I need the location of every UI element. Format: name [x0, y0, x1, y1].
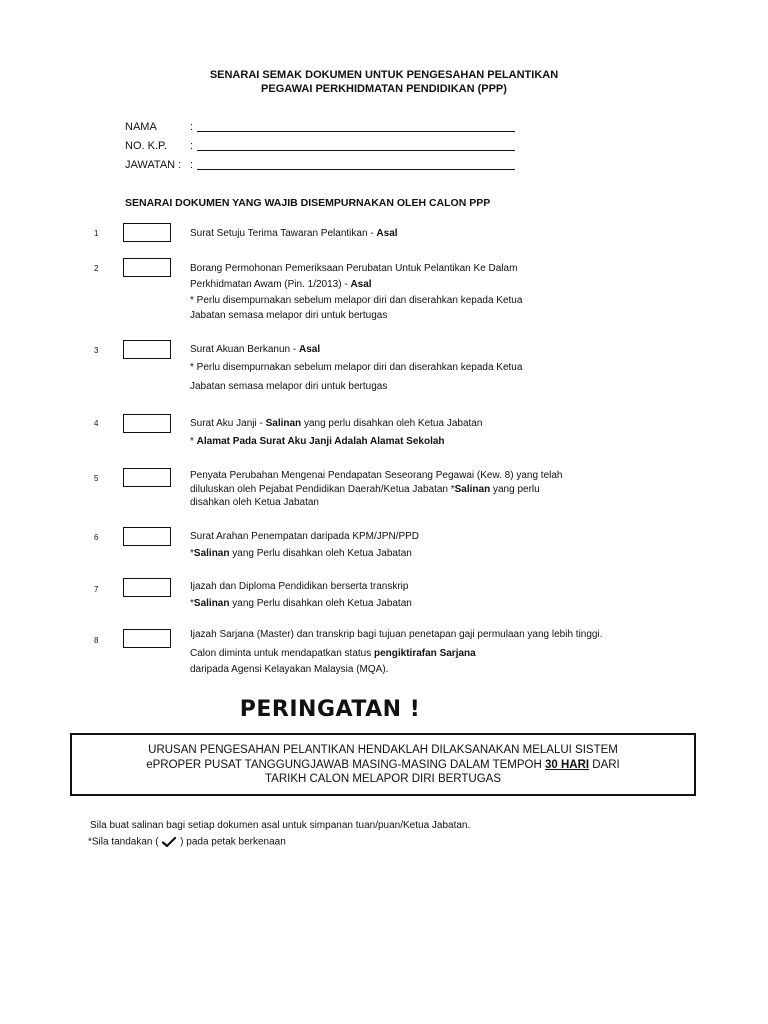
footer-note-tick: *Sila tandakan ( ) pada petak berkenaan: [88, 836, 286, 848]
item-number: 3: [94, 346, 99, 355]
item-number: 8: [94, 636, 99, 645]
item-number: 7: [94, 585, 99, 594]
field-line-nama[interactable]: [197, 131, 515, 132]
item-3-line-3: Jabatan semasa melapor diri untuk bertugas: [190, 381, 388, 392]
field-label-nokp: NO. K.P.: [125, 140, 167, 152]
field-line-jawatan[interactable]: [197, 169, 515, 170]
item-number: 5: [94, 474, 99, 483]
item-checkbox-3[interactable]: [123, 340, 171, 359]
item-number: 6: [94, 533, 99, 542]
item-3-line-2: * Perlu disempurnakan sebelum melapor diri dan diserahkan kepada Ketua: [190, 362, 523, 373]
item-5-line-3: disahkan oleh Ketua Jabatan: [190, 497, 319, 508]
item-7-line-1: Ijazah dan Diploma Pendidikan berserta transkrip: [190, 581, 409, 592]
field-line-nokp[interactable]: [197, 150, 515, 151]
item-3-line-1: Surat Akuan Berkanun - Asal: [190, 344, 321, 355]
document-title-line1: SENARAI SEMAK DOKUMEN UNTUK PENGESAHAN PELANTIKAN: [209, 69, 559, 81]
item-5-line-2: diluluskan oleh Pejabat Pendidikan Daerah/Ketua Jabatan *Salinan yang perlu: [190, 484, 540, 495]
item-7-line-2: *Salinan yang Perlu disahkan oleh Ketua Jabatan: [190, 598, 412, 609]
section-heading: SENARAI DOKUMEN YANG WAJIB DISEMPURNAKAN OLEH CALON PPP: [125, 197, 491, 209]
field-label-nama: NAMA: [125, 121, 157, 133]
item-checkbox-8[interactable]: [123, 629, 171, 648]
item-8-line-2: Calon diminta untuk mendapatkan status pengiktirafan Sarjana: [190, 648, 476, 659]
item-6-line-2: *Salinan yang Perlu disahkan oleh Ketua Jabatan: [190, 548, 412, 559]
item-2-line-1: Borang Permohonan Pemeriksaan Perubatan Untuk Pelantikan Ke Dalam: [190, 263, 518, 274]
item-4-line-1: Surat Aku Janji - Salinan yang perlu disahkan oleh Ketua Jabatan: [190, 418, 483, 429]
item-checkbox-2[interactable]: [123, 258, 171, 277]
warning-deadline: 30 HARI: [544, 759, 590, 771]
item-checkbox-1[interactable]: [123, 223, 171, 242]
footer-note-copy: Sila buat salinan bagi setiap dokumen asal untuk simpanan tuan/puan/Ketua Jabatan.: [90, 820, 471, 831]
item-checkbox-7[interactable]: [123, 578, 171, 597]
item-1-line-1: Surat Setuju Terima Tawaran Pelantikan - Asal: [190, 228, 398, 239]
field-colon-nokp: :: [190, 140, 194, 152]
item-checkbox-4[interactable]: [123, 414, 171, 433]
field-colon-nama: :: [190, 121, 194, 133]
item-4-line-2: * Alamat Pada Surat Aku Janji Adalah Alamat Sekolah: [190, 436, 445, 447]
warning-title: PERINGATAN !: [239, 697, 421, 722]
item-checkbox-6[interactable]: [123, 527, 171, 546]
document-title-line2: PEGAWAI PERKHIDMATAN PENDIDIKAN (PPP): [261, 83, 507, 95]
item-number: 2: [94, 264, 99, 273]
item-6-line-1: Surat Arahan Penempatan daripada KPM/JPN/PPD: [190, 531, 420, 542]
item-8-line-1: Ijazah Sarjana (Master) dan transkrip bagi tujuan penetapan gaji permulaan yang lebih tinggi.: [190, 629, 603, 640]
item-number: 1: [94, 229, 99, 238]
item-2-line-2: Perkhidmatan Awam (Pin. 1/2013) - Asal: [190, 279, 372, 290]
item-2-line-4: Jabatan semasa melapor diri untuk bertugas: [190, 310, 388, 321]
warning-line-3: TARIKH CALON MELAPOR DIRI BERTUGAS: [264, 773, 501, 785]
item-2-line-3: * Perlu disempurnakan sebelum melapor diri dan diserahkan kepada Ketua: [190, 295, 523, 306]
checkmark-icon: [161, 836, 177, 848]
item-checkbox-5[interactable]: [123, 468, 171, 487]
item-5-line-1: Penyata Perubahan Mengenai Pendapatan Seseorang Pegawai (Kew. 8) yang telah: [190, 470, 563, 481]
warning-line-1: URUSAN PENGESAHAN PELANTIKAN HENDAKLAH DILAKSANAKAN MELALUI SISTEM: [148, 744, 618, 756]
item-number: 4: [94, 419, 99, 428]
field-label-jawatan: JAWATAN :: [125, 159, 182, 171]
field-colon-jawatan: :: [190, 159, 194, 171]
warning-line-2: ePROPER PUSAT TANGGUNGJAWAB MASING-MASING DALAM TEMPOH 30 HARI DARI: [146, 759, 620, 771]
item-8-line-3: daripada Agensi Kelayakan Malaysia (MQA).: [190, 664, 389, 675]
